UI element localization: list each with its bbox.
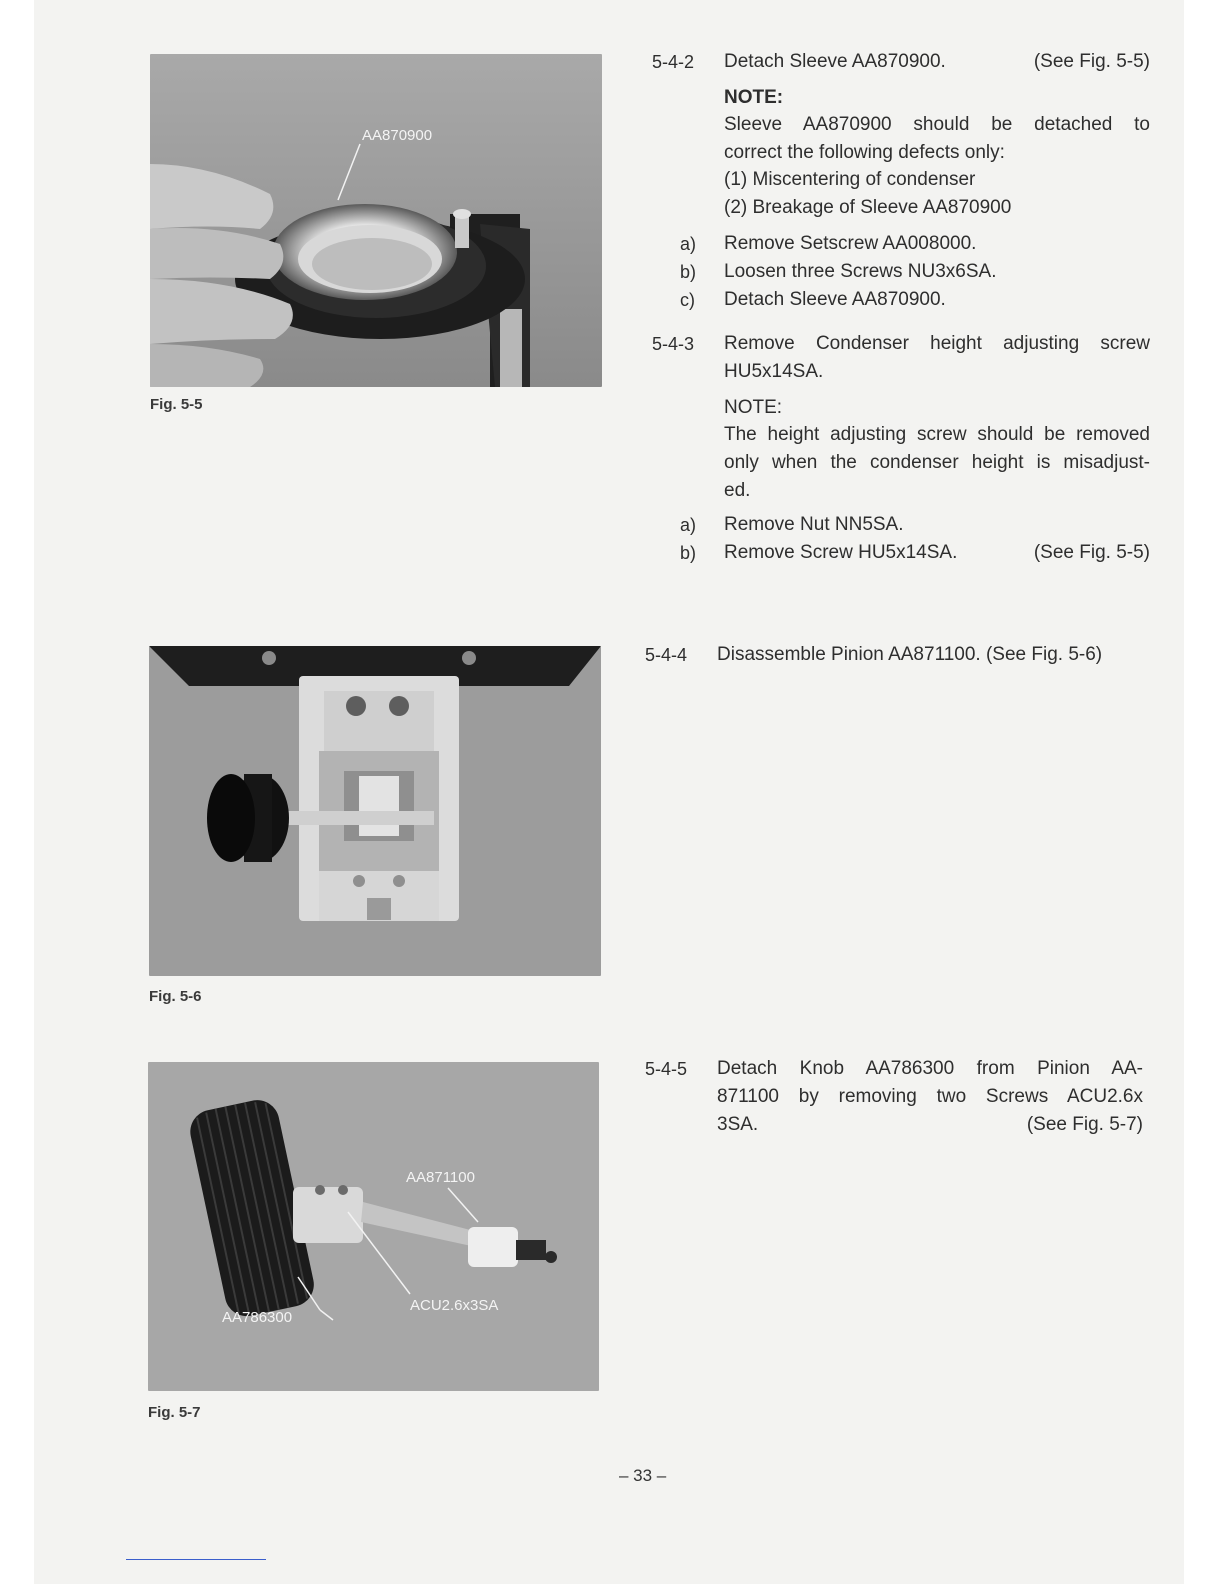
sleeve-photo-image (150, 54, 602, 387)
section-number-5-4-5: 5-4-5 (645, 1059, 688, 1079)
note-line-1: The height adjusting screw should be removed (724, 424, 1150, 445)
pinion-assembly-photo-image (149, 646, 601, 976)
step-label: a) (680, 515, 697, 535)
figure-5-7-caption: Fig. 5-7 (148, 1404, 201, 1421)
figure-5-5-caption: Fig. 5-5 (150, 396, 203, 413)
figure-5-6-photo (149, 646, 601, 976)
note-heading-5-4-2: NOTE: (724, 87, 784, 108)
section-number-5-4-2: 5-4-2 (652, 52, 695, 72)
note-line-1: Sleeve AA870900 should be detached to (724, 114, 1150, 135)
section-ref-5-4-5: (See Fig. 5-7) (1026, 1114, 1143, 1135)
section-number-5-4-3: 5-4-3 (652, 334, 695, 354)
note-line-2: only when the condenser height is misadjust- (724, 452, 1150, 473)
section-ref-5-4-2: (See Fig. 5-5) (1033, 51, 1150, 72)
section-line: 3SA. (717, 1114, 759, 1135)
section-text-5-4-4: Disassemble Pinion AA871100. (See Fig. 5-6) (717, 644, 1103, 665)
section-title-line: Remove Condenser height adjusting screw (724, 333, 1150, 354)
callout-aa871100: AA871100 (406, 1169, 475, 1186)
section-line: Detach Knob AA786300 from Pinion AA- (717, 1058, 1143, 1079)
footer-rule (126, 1559, 266, 1560)
step-label: b) (680, 262, 697, 282)
step-label: c) (680, 290, 695, 310)
knob-and-pinion-photo-image (148, 1062, 599, 1391)
section-line: 871100 by removing two Screws ACU2.6x (717, 1086, 1143, 1107)
section-number-5-4-4: 5-4-4 (645, 645, 688, 665)
page-number: – 33 – (619, 1466, 667, 1485)
callout-aa786300: AA786300 (222, 1309, 293, 1326)
note-line-4: (2) Breakage of Sleeve AA870900 (724, 197, 1012, 218)
note-line-3: ed. (724, 480, 751, 501)
step-text: Remove Screw HU5x14SA. (724, 542, 958, 563)
callout-aa870900: AA870900 (362, 127, 433, 144)
figure-5-7-photo (148, 1062, 599, 1391)
section-title-5-4-2: Detach Sleeve AA870900. (724, 51, 946, 72)
step-label: a) (680, 234, 697, 254)
step-ref: (See Fig. 5-5) (1033, 542, 1150, 563)
step-text: Remove Nut NN5SA. (724, 514, 904, 535)
note-heading-5-4-3: NOTE: (724, 397, 783, 418)
note-line-2: correct the following defects only: (724, 142, 1005, 163)
figure-5-6-caption: Fig. 5-6 (149, 988, 202, 1005)
figure-5-5-photo (150, 54, 602, 387)
step-text: Remove Setscrew AA008000. (724, 233, 977, 254)
callout-acu2-6x3sa: ACU2.6x3SA (410, 1297, 499, 1314)
section-title-line: HU5x14SA. (724, 361, 824, 382)
step-label: b) (680, 543, 697, 563)
step-text: Loosen three Screws NU3x6SA. (724, 261, 997, 282)
note-line-3: (1) Miscentering of condenser (724, 169, 976, 190)
step-text: Detach Sleeve AA870900. (724, 289, 946, 310)
